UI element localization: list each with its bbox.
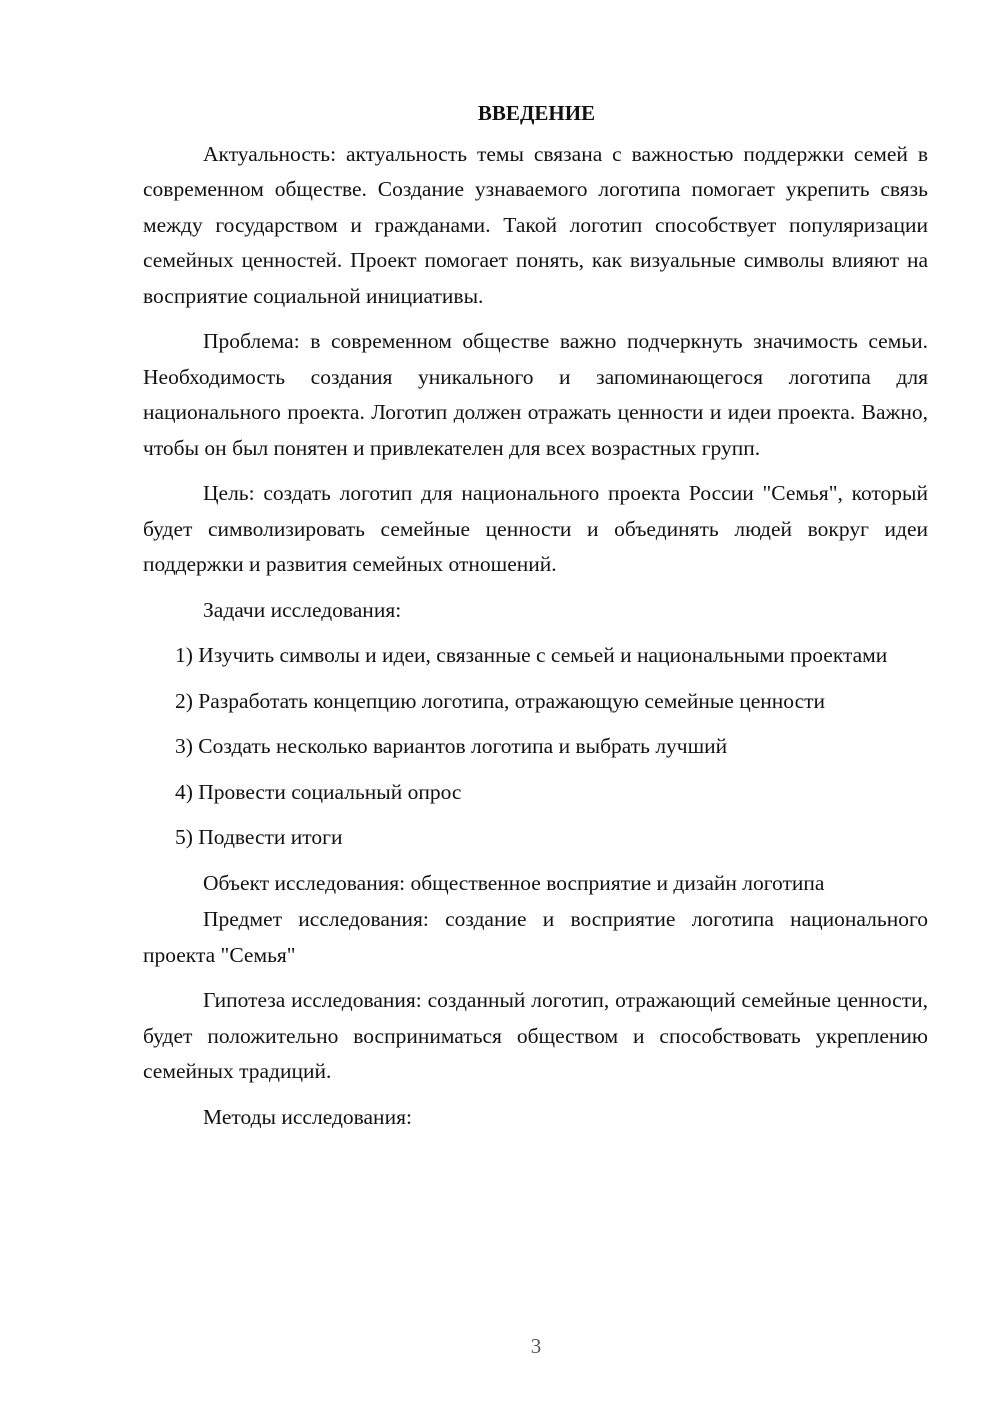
goal-paragraph: Цель: создать логотип для национального проекта России "Семья", который будет символизировать семейные ценности и объединять людей вокруг идеи поддержки и развития семейных отношений. [143,481,928,576]
page-number: 3 [530,1334,542,1358]
relevance-paragraph: Актуальность: актуальность темы связана с важностью поддержки семей в современном обществе. Создание узнаваемого логотипа помогает укрепить связь между государством и гражданами. Такой логотип способствует популяризации семейных ценностей. Проект помогает понять, как визуальные символы влияют на восприятие социальной инициативы. [143,141,928,308]
tasks-heading: Задачи исследования: [203,597,402,622]
task-item: 5) Подвести итоги [175,825,343,849]
methods-paragraph: Методы исследования: [203,1104,412,1129]
section-heading: ВВЕДЕНИЕ [477,101,596,125]
task-item: 3) Создать несколько вариантов логотипа и выбрать лучший [175,734,728,758]
problem-paragraph: Проблема: в современном обществе важно подчеркнуть значимость семьи. Необходимость создания уникального и запоминающегося логотипа для национального проекта. Логотип должен отражать ценности и идеи проекта. Важно, чтобы он был понятен и привлекателен для всех возрастных групп. [143,329,928,460]
subject-paragraph: Предмет исследования: создание и восприятие логотипа национального проекта "Семья" [143,907,928,967]
task-item: 1) Изучить символы и идеи, связанные с семьей и национальными проектами [175,643,888,667]
page-content [143,96,928,1145]
hypothesis-paragraph: Гипотеза исследования: созданный логотип, отражающий семейные ценности, будет положительно восприниматься обществом и способствовать укреплению семейных традиций. [143,988,928,1083]
object-paragraph: Объект исследования: общественное восприятие и дизайн логотипа [203,870,825,895]
task-item: 4) Провести социальный опрос [175,779,462,804]
task-item: 2) Разработать концепцию логотипа, отражающую семейные ценности [175,688,826,713]
